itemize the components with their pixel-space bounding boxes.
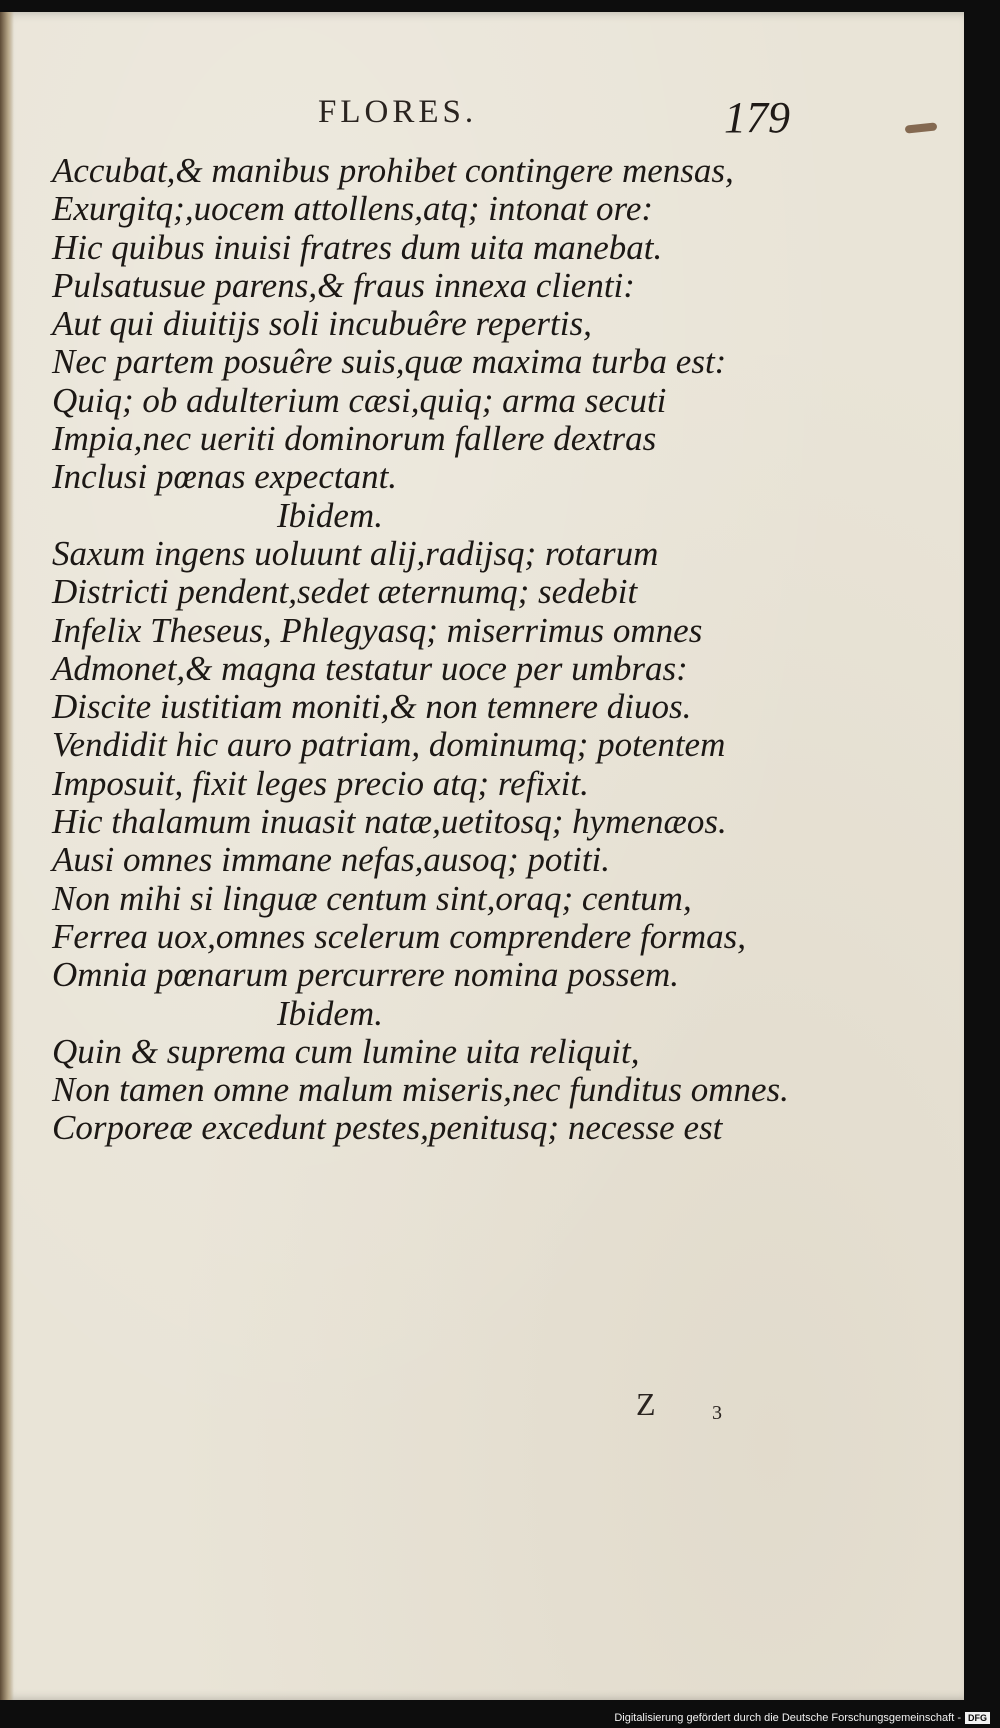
credit-text: Digitalisierung gefördert durch die Deutsche Forschungsgemeinschaft -: [614, 1712, 961, 1724]
book-page: [0, 12, 964, 1700]
verse-line: Quin & suprema cum lumine uita reliquit,: [52, 1031, 640, 1071]
signature-mark: Z: [636, 1386, 656, 1422]
signature-number: 3: [712, 1402, 722, 1424]
verse-line: Aut qui diuitijs soli incubuêre repertis,: [52, 304, 592, 344]
verse-line: Ferrea uox,omnes scelerum comprendere formas,: [52, 916, 747, 956]
verse-text-block: [52, 152, 912, 1148]
verse-line: Nec partem posuêre suis,quæ maxima turba est:: [52, 342, 727, 382]
verse-line: Accubat,& manibus prohibet contingere mensas,: [52, 151, 734, 190]
verse-line: Ausi omnes immane nefas,ausoq; potiti.: [52, 840, 611, 880]
verse-line: Non mihi si linguæ centum sint,oraq; centum,: [52, 878, 692, 918]
verse-line: Pulsatusue parens,& fraus innexa clienti:: [52, 265, 635, 305]
verse-line: Infelix Theseus, Phlegyasq; miserrimus omnes: [52, 610, 703, 650]
verse-line: Districti pendent,sedet æternumq; sedebit: [52, 572, 638, 612]
page-number: 179: [724, 93, 790, 142]
verse-line: Omnia pœnarum percurrere nomina possem.: [52, 955, 680, 995]
verse-line: Saxum ingens uoluunt alij,radijsq; rotarum: [52, 533, 659, 573]
dfg-logo: DFG: [965, 1712, 990, 1724]
verse-line: Exurgitq;,uocem attollens,atq; intonat ore:: [52, 189, 654, 229]
verse-line: Admonet,& magna testatur uoce per umbras:: [52, 648, 688, 688]
verse-line: Corporeæ excedunt pestes,penitusq; necesse est: [52, 1108, 723, 1148]
verse-line: Quiq; ob adulterium cæsi,quiq; arma secuti: [52, 380, 667, 420]
verse-line: Hic quibus inuisi fratres dum uita manebat.: [52, 227, 663, 267]
verse-line: Hic thalamum inuasit natæ,uetitosq; hymenæos.: [52, 802, 727, 842]
verse-line: Impia,nec ueriti dominorum fallere dextras: [52, 419, 657, 459]
section-heading: Ibidem.: [277, 495, 383, 535]
running-head: FLORES.: [318, 94, 478, 130]
verse-line: Vendidit hic auro patriam, dominumq; potentem: [52, 725, 726, 765]
verse-line: Discite iustitiam moniti,& non temnere diuos.: [52, 687, 692, 727]
ink-mark: [905, 122, 938, 133]
digitization-credit: [614, 1712, 990, 1724]
verse-line: Inclusi pœnas expectant.: [52, 457, 398, 497]
verse-line: Imposuit, fixit leges precio atq; refixit.: [52, 763, 589, 803]
section-heading: Ibidem.: [277, 993, 383, 1033]
verse-line: Non tamen omne malum miseris,nec funditus omnes.: [52, 1070, 789, 1110]
